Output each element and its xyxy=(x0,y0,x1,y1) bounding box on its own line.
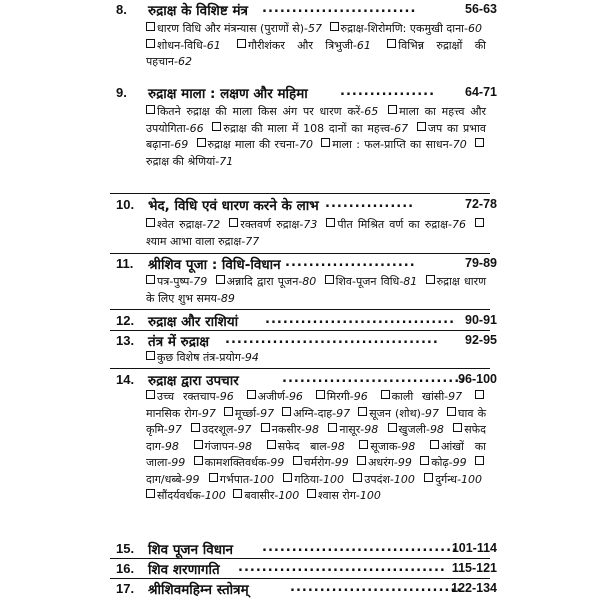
checkbox-bullet-icon xyxy=(475,456,484,465)
subtopic-item xyxy=(307,489,381,502)
subtopic-page: 73 xyxy=(303,218,318,231)
subtopic-page: 77 xyxy=(245,234,260,248)
subtopic-text: कुछ विशेष तंत्र-प्रयोग- xyxy=(157,351,245,364)
subtopic-item xyxy=(353,473,415,486)
subtopic-page: 98 xyxy=(164,439,179,453)
subtopic-text: उच्च रक्तचाप- xyxy=(157,390,220,403)
subtopic-item xyxy=(359,440,415,453)
subtopic-page: 98 xyxy=(401,439,416,453)
subtopic-page: 57 xyxy=(307,22,322,35)
subtopic-page: 66 xyxy=(189,121,204,135)
toc-entry xyxy=(0,195,600,248)
chapter-title: रुद्राक्ष के विशिष्ट मंत्र xyxy=(148,3,248,19)
checkbox-bullet-icon xyxy=(430,440,439,449)
subtopic-list xyxy=(146,104,486,170)
subtopic-text: सूजाक- xyxy=(370,439,402,453)
subtopic-item xyxy=(209,473,274,486)
subtopic-text: उदरशूल- xyxy=(202,423,238,436)
subtopic-text: रुद्राक्ष की माला में 108 दानों का महत्त्व- xyxy=(223,121,395,135)
page-range: 64-71 xyxy=(465,85,497,99)
subtopic-item xyxy=(146,22,322,35)
subtopic-text: विभिन्न रुद्राक्षों की पहचान- xyxy=(146,38,486,68)
chapter-title: श्रीशिव पूजा : विधि-विधान xyxy=(148,257,281,273)
subtopic-page: 99 xyxy=(171,456,186,469)
subtopic-text: नासूर- xyxy=(339,423,365,436)
checkbox-bullet-icon xyxy=(237,39,246,48)
subtopic-text: अजीर्ण- xyxy=(257,390,289,403)
subtopic-item xyxy=(357,456,412,469)
checkbox-bullet-icon xyxy=(146,351,155,360)
subtopic-item xyxy=(247,390,303,403)
subtopic-list xyxy=(146,350,486,367)
subtopic-text: पीत मिश्रित वर्ण का रुद्राक्ष- xyxy=(337,218,452,231)
checkbox-bullet-icon xyxy=(420,456,429,465)
toc-entry-heading xyxy=(0,579,600,599)
page-range: 79-89 xyxy=(465,256,497,270)
subtopic-item xyxy=(216,275,317,288)
leader-dots: ................................ xyxy=(265,312,456,327)
chapter-number: 12. xyxy=(116,313,135,328)
subtopic-text: खुजली- xyxy=(398,423,430,436)
subtopic-page: 100 xyxy=(204,489,226,502)
checkbox-bullet-icon xyxy=(212,122,221,131)
subtopic-item xyxy=(194,456,285,469)
subtopic-text: गठिया- xyxy=(294,472,324,486)
subtopic-text: घाव के कृमि- xyxy=(146,406,487,436)
checkbox-bullet-icon xyxy=(216,275,225,284)
subtopic-page: 100 xyxy=(359,489,381,502)
subtopic-text: कोढ़- xyxy=(431,456,453,469)
subtopic-item xyxy=(326,218,466,231)
subtopic-text: उपदंश- xyxy=(364,472,394,486)
checkbox-bullet-icon xyxy=(233,489,242,498)
subtopic-text: शोधन-विधि- xyxy=(157,38,207,52)
checkbox-bullet-icon xyxy=(146,22,155,31)
page-range: 122-134 xyxy=(451,581,497,595)
subtopic-item xyxy=(316,390,368,403)
toc-entry-heading xyxy=(0,83,600,103)
toc-entry-heading xyxy=(0,254,600,274)
subtopic-item xyxy=(146,351,259,364)
subtopic-page: 79 xyxy=(193,275,208,288)
chapter-title: शिव शरणागति xyxy=(148,562,220,578)
subtopic-item xyxy=(267,440,345,453)
page-range: 101-114 xyxy=(451,541,497,555)
checkbox-bullet-icon xyxy=(283,473,292,482)
subtopic-item xyxy=(388,423,444,436)
chapter-title: श्रीशिवमहिम्न स्तोत्रम् xyxy=(148,582,249,598)
checkbox-bullet-icon xyxy=(261,423,270,432)
subtopic-page: 61 xyxy=(206,38,221,52)
subtopic-text: अन्नादि द्वारा पूजन- xyxy=(226,275,303,288)
subtopic-item xyxy=(191,423,251,436)
subtopic-page: 70 xyxy=(298,138,313,151)
checkbox-bullet-icon xyxy=(146,489,155,498)
subtopic-text: काली खांसी- xyxy=(391,390,449,403)
subtopic-item xyxy=(146,489,226,502)
subtopic-text: मिरगी- xyxy=(326,390,354,403)
toc-entry xyxy=(0,559,600,579)
subtopic-item xyxy=(146,218,220,231)
subtopic-text: गंजापन- xyxy=(204,439,239,453)
subtopic-item xyxy=(197,138,313,151)
subtopic-page: 99 xyxy=(270,456,285,469)
checkbox-bullet-icon xyxy=(357,456,366,465)
checkbox-bullet-icon xyxy=(229,218,238,227)
checkbox-bullet-icon xyxy=(475,390,484,399)
toc-entry-heading xyxy=(0,370,600,390)
checkbox-bullet-icon xyxy=(316,390,325,399)
page-range: 56-63 xyxy=(465,2,497,16)
checkbox-bullet-icon xyxy=(293,456,302,465)
checkbox-bullet-icon xyxy=(194,456,203,465)
subtopic-page: 97 xyxy=(448,390,463,403)
subtopic-page: 96 xyxy=(353,390,368,403)
checkbox-bullet-icon xyxy=(146,275,155,284)
leader-dots: ................ xyxy=(340,84,436,99)
subtopic-text: कामशक्तिवर्धक- xyxy=(204,456,271,469)
checkbox-bullet-icon xyxy=(194,440,203,449)
subtopic-item xyxy=(325,275,418,288)
subtopic-text: अधरंग- xyxy=(368,456,398,469)
subtopic-item xyxy=(358,407,439,420)
checkbox-bullet-icon xyxy=(307,489,316,498)
subtopic-item xyxy=(237,39,371,52)
toc-entry xyxy=(0,331,600,364)
subtopic-page: 100 xyxy=(461,472,483,486)
subtopic-page: 69 xyxy=(174,138,189,151)
toc-entry-heading xyxy=(0,195,600,215)
chapter-number: 13. xyxy=(116,333,135,348)
subtopic-text: सौंदर्यवर्धक- xyxy=(157,489,205,502)
subtopic-text: रुद्राक्ष धारण के लिए शुभ समय- xyxy=(146,275,487,305)
toc-entry-heading xyxy=(0,0,600,20)
subtopic-page: 97 xyxy=(424,406,439,420)
subtopic-item xyxy=(229,218,317,231)
subtopic-item xyxy=(330,22,483,35)
subtopic-list xyxy=(146,389,486,505)
subtopic-text: रुद्राक्ष-शिरोमणि: एकमुखी दाना- xyxy=(340,22,469,35)
subtopic-list xyxy=(146,21,486,71)
subtopic-page: 97 xyxy=(237,423,252,436)
subtopic-page: 97 xyxy=(167,423,182,436)
subtopic-text: बवासीर- xyxy=(244,489,279,502)
subtopic-page: 96 xyxy=(288,390,303,403)
subtopic-text: मानसिक रोग- xyxy=(146,406,202,420)
chapter-title: रुद्राक्ष माला : लक्षण और महिमा xyxy=(148,86,308,102)
checkbox-bullet-icon xyxy=(146,39,155,48)
subtopic-item xyxy=(261,423,319,436)
subtopic-page: 94 xyxy=(244,351,259,364)
subtopic-text: सूजन (शोथ)- xyxy=(369,406,425,420)
subtopic-list xyxy=(146,274,486,307)
subtopic-item xyxy=(224,407,274,420)
toc-entry-heading xyxy=(0,331,600,351)
checkbox-bullet-icon xyxy=(197,138,206,147)
toc-entry xyxy=(0,539,600,559)
separator-rule xyxy=(110,309,490,310)
subtopic-item xyxy=(146,275,207,288)
subtopic-page: 62 xyxy=(178,55,192,68)
subtopic-text: गौरीशंकर और त्रिभुजी- xyxy=(248,38,357,52)
subtopic-item xyxy=(212,122,408,135)
checkbox-bullet-icon xyxy=(282,407,291,416)
subtopic-item xyxy=(283,473,344,486)
checkbox-bullet-icon xyxy=(328,423,337,432)
subtopic-item xyxy=(321,138,466,151)
subtopic-text: चर्मरोग- xyxy=(303,456,335,469)
checkbox-bullet-icon xyxy=(146,105,155,114)
subtopic-page: 76 xyxy=(451,218,466,231)
subtopic-page: 61 xyxy=(356,38,371,52)
checkbox-bullet-icon xyxy=(247,390,256,399)
toc-entry xyxy=(0,83,600,168)
leader-dots: ................................. xyxy=(262,540,458,555)
checkbox-bullet-icon xyxy=(453,423,462,432)
separator-rule xyxy=(110,368,490,369)
leader-dots: .......................... xyxy=(262,1,417,16)
leader-dots: ............................... xyxy=(282,371,467,386)
subtopic-page: 72 xyxy=(206,218,221,231)
page-range: 72-78 xyxy=(465,197,497,211)
subtopic-item xyxy=(282,407,350,420)
checkbox-bullet-icon xyxy=(424,473,433,482)
subtopic-text: अग्नि-दाह- xyxy=(293,406,337,420)
checkbox-bullet-icon xyxy=(426,275,435,284)
subtopic-page: 98 xyxy=(330,439,345,453)
chapter-number: 10. xyxy=(116,197,135,212)
leader-dots: ................................... xyxy=(238,560,446,575)
subtopic-page: 96 xyxy=(219,390,234,403)
subtopic-page: 65 xyxy=(364,105,379,118)
chapter-title: रुद्राक्ष द्वारा उपचार xyxy=(148,373,239,389)
subtopic-text: श्वेत रुद्राक्ष- xyxy=(157,218,207,231)
subtopic-page: 99 xyxy=(334,456,349,469)
subtopic-item xyxy=(146,105,378,118)
subtopic-text: धारण विधि और मंत्रन्यास (पुराणों से)- xyxy=(157,22,308,35)
leader-dots: .................................... xyxy=(225,332,439,347)
checkbox-bullet-icon xyxy=(359,440,368,449)
subtopic-page: 80 xyxy=(302,275,317,288)
subtopic-page: 100 xyxy=(323,472,345,486)
subtopic-page: 98 xyxy=(364,423,379,436)
chapter-title: रुद्राक्ष और राशियां xyxy=(148,314,239,330)
checkbox-bullet-icon xyxy=(326,218,335,227)
checkbox-bullet-icon xyxy=(388,105,397,114)
subtopic-page: 97 xyxy=(260,406,275,420)
separator-rule xyxy=(110,193,490,194)
toc-entry xyxy=(0,0,600,68)
subtopic-item xyxy=(381,390,463,403)
page-range: 92-95 xyxy=(465,333,497,347)
subtopic-text: नकसीर- xyxy=(271,423,306,436)
subtopic-page: 70 xyxy=(452,138,467,151)
toc-entry-heading xyxy=(0,539,600,559)
chapter-title: शिव पूजन विधान xyxy=(148,542,234,558)
checkbox-bullet-icon xyxy=(387,39,396,48)
subtopic-page: 67 xyxy=(394,121,409,135)
subtopic-item xyxy=(233,489,299,502)
checkbox-bullet-icon xyxy=(325,275,334,284)
toc-entry xyxy=(0,579,600,599)
chapter-title: भेद, विधि एवं धारण करने के लाभ xyxy=(148,198,319,214)
page-range: 115-121 xyxy=(451,561,497,575)
chapter-number: 16. xyxy=(116,561,135,576)
subtopic-page: 98 xyxy=(429,423,444,436)
subtopic-page: 99 xyxy=(452,456,467,469)
subtopic-text: पत्र-पुष्प- xyxy=(157,275,194,288)
subtopic-page: 100 xyxy=(253,472,275,486)
page-range: 96-100 xyxy=(458,372,497,386)
subtopic-item xyxy=(146,390,234,403)
checkbox-bullet-icon xyxy=(209,473,218,482)
toc-entry xyxy=(0,370,600,502)
leader-dots: ............... xyxy=(325,196,415,211)
subtopic-page: 98 xyxy=(238,439,253,453)
subtopic-page: 99 xyxy=(397,456,412,469)
subtopic-text: श्याम आभा वाला रुद्राक्ष- xyxy=(146,234,246,248)
subtopic-text: रक्तवर्ण रुद्राक्ष- xyxy=(240,218,304,231)
subtopic-list xyxy=(146,217,486,250)
checkbox-bullet-icon xyxy=(388,423,397,432)
leader-dots: ...................... xyxy=(285,255,416,270)
checkbox-bullet-icon xyxy=(267,440,276,449)
checkbox-bullet-icon xyxy=(146,218,155,227)
checkbox-bullet-icon xyxy=(191,423,200,432)
subtopic-page: 89 xyxy=(220,291,235,305)
toc-entry xyxy=(0,254,600,305)
subtopic-item xyxy=(420,456,466,469)
subtopic-item xyxy=(194,440,253,453)
subtopic-item xyxy=(293,456,349,469)
checkbox-bullet-icon xyxy=(475,138,484,147)
subtopic-text: कितने रुद्राक्ष की माला किस अंग पर धारण करें- xyxy=(157,105,365,118)
chapter-number: 17. xyxy=(116,581,135,596)
subtopic-page: 60 xyxy=(468,22,483,35)
subtopic-page: 81 xyxy=(403,275,418,288)
page-range: 90-91 xyxy=(465,313,497,327)
chapter-number: 14. xyxy=(116,372,135,387)
subtopic-text: सफेद बाल- xyxy=(277,439,331,453)
checkbox-bullet-icon xyxy=(447,407,456,416)
subtopic-text: दुर्गन्ध- xyxy=(435,472,462,486)
checkbox-bullet-icon xyxy=(417,122,426,131)
chapter-number: 11. xyxy=(116,256,134,271)
subtopic-item xyxy=(146,39,221,52)
subtopic-page: 100 xyxy=(278,489,300,502)
subtopic-text: रुद्राक्ष माला की रचना- xyxy=(207,138,299,151)
subtopic-text: जप का प्रभाव बढ़ाना- xyxy=(146,121,486,151)
leader-dots: ............................. xyxy=(290,580,463,595)
toc-entry-heading xyxy=(0,559,600,579)
subtopic-text: गर्भपात- xyxy=(219,472,254,486)
checkbox-bullet-icon xyxy=(146,390,155,399)
subtopic-text: श्वास रोग- xyxy=(317,489,360,502)
chapter-number: 15. xyxy=(116,541,135,556)
subtopic-text: दाग/धब्बे- xyxy=(146,472,186,486)
subtopic-text: मूर्च्छा- xyxy=(234,406,261,420)
subtopic-page: 97 xyxy=(201,406,216,420)
checkbox-bullet-icon xyxy=(358,407,367,416)
chapter-number: 9. xyxy=(116,85,127,100)
subtopic-page: 98 xyxy=(305,423,320,436)
subtopic-page: 99 xyxy=(185,472,200,486)
checkbox-bullet-icon xyxy=(224,407,233,416)
subtopic-text: शिव-पूजन विधि- xyxy=(335,275,404,288)
toc-entry xyxy=(0,311,600,331)
toc-entry-heading xyxy=(0,311,600,331)
chapter-number: 8. xyxy=(116,2,127,17)
subtopic-item xyxy=(328,423,378,436)
subtopic-text: रुद्राक्ष की श्रेणियां- xyxy=(146,154,220,168)
subtopic-page: 71 xyxy=(219,154,234,168)
checkbox-bullet-icon xyxy=(330,22,339,31)
subtopic-text: माला : फल-प्राप्ति का साधन- xyxy=(332,138,453,151)
subtopic-text: माला का महत्त्व और उपयोगिता- xyxy=(146,105,487,135)
subtopic-item xyxy=(424,473,482,486)
subtopic-page: 100 xyxy=(393,472,415,486)
subtopic-text: सफेद दाग- xyxy=(146,423,486,453)
subtopic-text: आंखों का जाला- xyxy=(146,439,486,469)
chapter-title: तंत्र में रुद्राक्ष xyxy=(148,334,210,350)
checkbox-bullet-icon xyxy=(475,218,484,227)
checkbox-bullet-icon xyxy=(381,390,390,399)
checkbox-bullet-icon xyxy=(321,138,330,147)
checkbox-bullet-icon xyxy=(353,473,362,482)
subtopic-page: 97 xyxy=(336,406,351,420)
